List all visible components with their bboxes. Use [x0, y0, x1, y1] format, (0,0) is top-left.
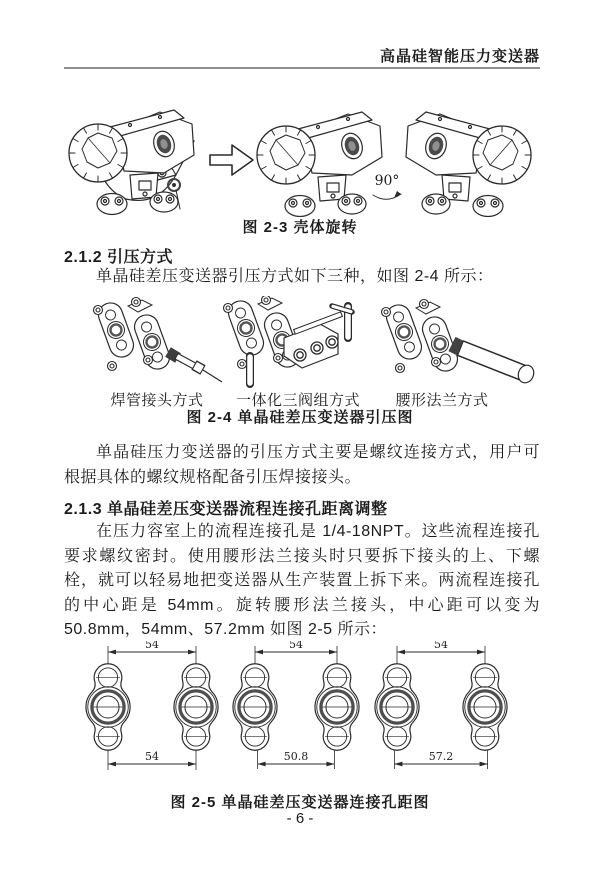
- figure-2-5-caption: 图 2-5 单晶硅差压变送器连接孔距图: [170, 794, 430, 811]
- dim-pair2-bottom: 50.8: [283, 750, 309, 763]
- section-2-1-3-body: 在压力容室上的流程连接孔是 1/4-18NPT。这些流程连接孔要求螺纹密封。使用腰形法兰接头时只要拆下接头的上、下螺栓，就可以轻易地把变送器从生产装置上拆下来。两流程连接孔的中心距是 54mm。旋转腰形法兰接头，中心距可以变为 50.8mm，54mm、57.2mm 如图 2-5 所示：: [64, 523, 540, 638]
- figure-2-5-drawing: [55, 641, 545, 791]
- welded-pipe-joint-drawing: [94, 298, 223, 383]
- three-valve-manifold-drawing: [224, 296, 353, 384]
- figure-2-4-drawing: [60, 296, 540, 388]
- figure-2-4-label-waist-flange: 腰形法兰方式: [395, 392, 489, 409]
- figure-2-3-caption: 图 2-3 壳体旋转: [242, 219, 358, 236]
- dim-pair3-top: 54: [434, 641, 448, 651]
- transmitter-after-rotation-drawing: [406, 112, 531, 217]
- header-title: 高晶硅智能压力变送器: [379, 48, 540, 65]
- figure-2-4-caption: 图 2-4 单晶硅差压变送器引压图: [186, 409, 414, 426]
- dim-pair2-top: 54: [289, 641, 303, 651]
- transform-arrow-icon: [210, 145, 253, 175]
- flange-pair2-right: [315, 664, 359, 750]
- flange-pair1-left: [86, 664, 130, 750]
- rotation-angle-label: 90°: [374, 173, 400, 189]
- figure-2-4-label-manifold: 一体化三阀组方式: [235, 392, 361, 409]
- waist-flange-drawing: [382, 300, 537, 386]
- dim-pair1-bottom: 54: [145, 750, 159, 763]
- section-2-1-2-intro: 单晶硅差压变送器引压方式如下三种，如图 2-4 所示：: [96, 268, 494, 285]
- header-rule: [64, 67, 540, 69]
- page-number: - 6 -: [286, 810, 314, 827]
- figure-2-4-label-welded-pipe: 焊管接头方式: [110, 392, 204, 409]
- dim-pair1-top: 54: [145, 641, 159, 651]
- transmitter-before-rotation-drawing: [257, 112, 382, 217]
- rotation-arrowhead-icon: [394, 191, 401, 198]
- section-2-1-2-heading: 2.1.2 引压方式: [64, 249, 174, 266]
- flange-pair3-left: [375, 664, 419, 750]
- dim-pair3-bottom: 57.2: [428, 750, 454, 763]
- flange-pair1-right: [174, 664, 218, 750]
- flange-pair3-right: [463, 664, 507, 750]
- figure-2-3-drawing: [60, 97, 540, 217]
- section-2-1-3-heading: 2.1.3 单晶硅差压变送器流程连接孔距离调整: [64, 501, 388, 518]
- flange-pair2-left: [233, 664, 277, 750]
- section-2-1-2-body: 单晶硅压力变送器的引压方式主要是螺纹连接方式，用户可根据具体的螺纹规格配备引压焊接接头。: [64, 444, 540, 486]
- dimension-arrowheads: [108, 650, 488, 767]
